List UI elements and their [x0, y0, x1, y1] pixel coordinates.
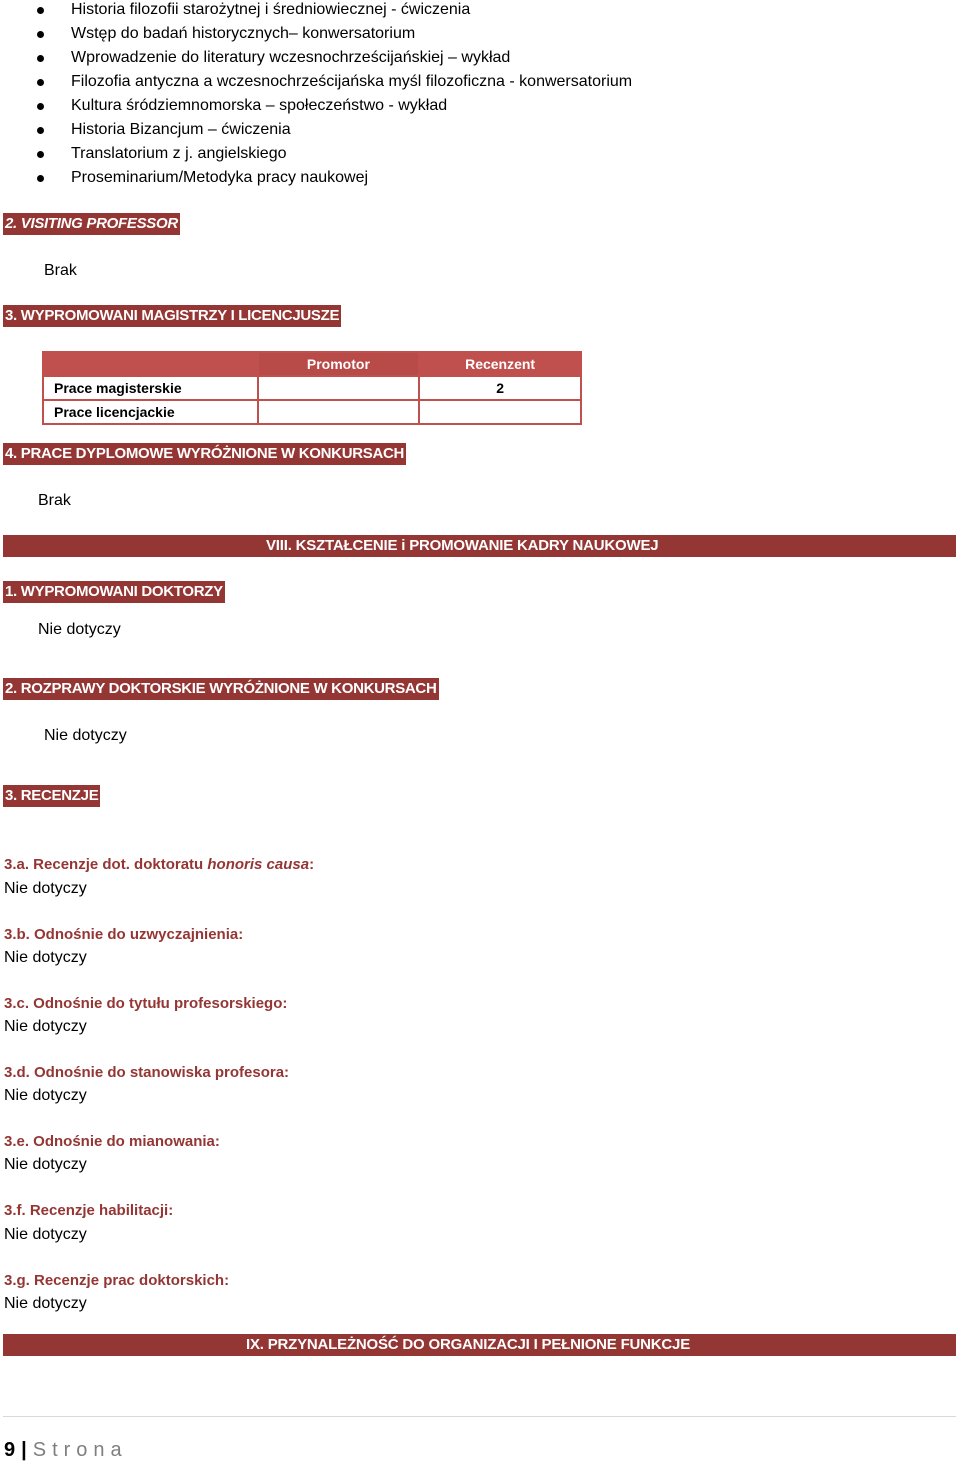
bullet-icon — [37, 7, 44, 14]
review-f-value: Nie dotyczy — [4, 1226, 87, 1243]
bullet-icon — [37, 151, 44, 158]
course-item: Historia Bizancjum – ćwiczenia — [71, 121, 291, 138]
footer-divider — [3, 1416, 956, 1417]
course-item: Translatorium z j. angielskiego — [71, 145, 287, 162]
graduates-heading: 3. WYPROMOWANI MAGISTRZY I LICENCJUSZE — [3, 305, 341, 327]
review-b-value: Nie dotyczy — [4, 949, 87, 966]
review-e-value: Nie dotyczy — [4, 1156, 87, 1173]
bullet-icon — [37, 175, 44, 182]
dissertations-heading: 2. ROZPRAWY DOKTORSKIE WYRÓŻNIONE W KONKURSACH — [3, 678, 439, 700]
bullet-icon — [37, 55, 44, 62]
review-f-label: 3.f. Recenzje habilitacji: — [4, 1202, 174, 1219]
review-g-value: Nie dotyczy — [4, 1295, 87, 1312]
section-ix-band — [3, 1334, 956, 1356]
review-d-label: 3.d. Odnośnie do stanowiska profesora: — [4, 1064, 290, 1081]
doctors-value: Nie dotyczy — [38, 621, 121, 638]
review-c-value: Nie dotyczy — [4, 1018, 87, 1035]
course-item: Kultura śródziemnomorska – społeczeństwo - wykład — [71, 97, 448, 114]
row-recenzent: 2 — [419, 376, 581, 400]
section-ix-title: IX. PRZYNALEŻNOŚĆ DO ORGANIZACJI I PEŁNIONE FUNKCJE — [246, 1336, 691, 1353]
graduates-table — [42, 351, 582, 425]
review-d-value: Nie dotyczy — [4, 1087, 87, 1104]
course-item: Wstęp do badań historycznych– konwersatorium — [71, 25, 416, 42]
table-header-recenzent: Recenzent — [419, 352, 581, 376]
review-a-prefix: 3.a. Recenzje dot. doktoratu — [4, 856, 208, 873]
bullet-icon — [37, 103, 44, 110]
review-b-label: 3.b. Odnośnie do uzwyczajnienia: — [4, 926, 244, 943]
review-a-value: Nie dotyczy — [4, 880, 87, 897]
visiting-professor-value: Brak — [44, 262, 77, 279]
review-a-suffix: : — [309, 856, 315, 873]
row-promotor — [258, 400, 420, 424]
page-number: 9 — [4, 1439, 16, 1461]
bullet-icon — [37, 31, 44, 38]
section-viii-band — [3, 535, 956, 557]
row-label: Prace licencjackie — [43, 400, 258, 424]
reviews-heading: 3. RECENZJE — [3, 785, 100, 807]
review-c-label: 3.c. Odnośnie do tytułu profesorskiego: — [4, 995, 288, 1012]
course-item: Filozofia antyczna a wczesnochrześcijańska myśl filozoficzna - konwersatorium — [71, 73, 633, 90]
visiting-professor-heading: 2. VISITING PROFESSOR — [3, 213, 180, 235]
table-header-promotor: Promotor — [258, 352, 420, 376]
table-row — [43, 400, 581, 424]
row-promotor — [258, 376, 420, 400]
review-g-label: 3.g. Recenzje prac doktorskich: — [4, 1272, 230, 1289]
course-item: Wprowadzenie do literatury wczesnochrześcijańskiej – wykład — [71, 49, 511, 66]
row-recenzent — [419, 400, 581, 424]
table-header-empty — [43, 352, 258, 376]
doctors-heading: 1. WYPROMOWANI DOKTORZY — [3, 581, 225, 603]
table-header-row — [43, 352, 581, 376]
review-a-label — [4, 855, 314, 875]
bullet-icon — [37, 79, 44, 86]
dissertations-value: Nie dotyczy — [44, 727, 127, 744]
review-a-italic: honoris causa — [207, 856, 310, 873]
page-separator: | — [21, 1439, 27, 1461]
awards-value: Brak — [38, 492, 71, 509]
review-e-label: 3.e. Odnośnie do mianowania: — [4, 1133, 220, 1150]
row-label: Prace magisterskie — [43, 376, 258, 400]
course-item: Proseminarium/Metodyka pracy naukowej — [71, 169, 369, 186]
section-viii-title: VIII. KSZTAŁCENIE i PROMOWANIE KADRY NAUKOWEJ — [266, 537, 659, 554]
bullet-icon — [37, 127, 44, 134]
page-footer — [4, 1437, 128, 1463]
page-word: Strona — [32, 1439, 128, 1461]
awards-heading: 4. PRACE DYPLOMOWE WYRÓŻNIONE W KONKURSACH — [3, 443, 406, 465]
course-item: Historia filozofii starożytnej i średniowiecznej - ćwiczenia — [71, 1, 471, 18]
table-row — [43, 376, 581, 400]
